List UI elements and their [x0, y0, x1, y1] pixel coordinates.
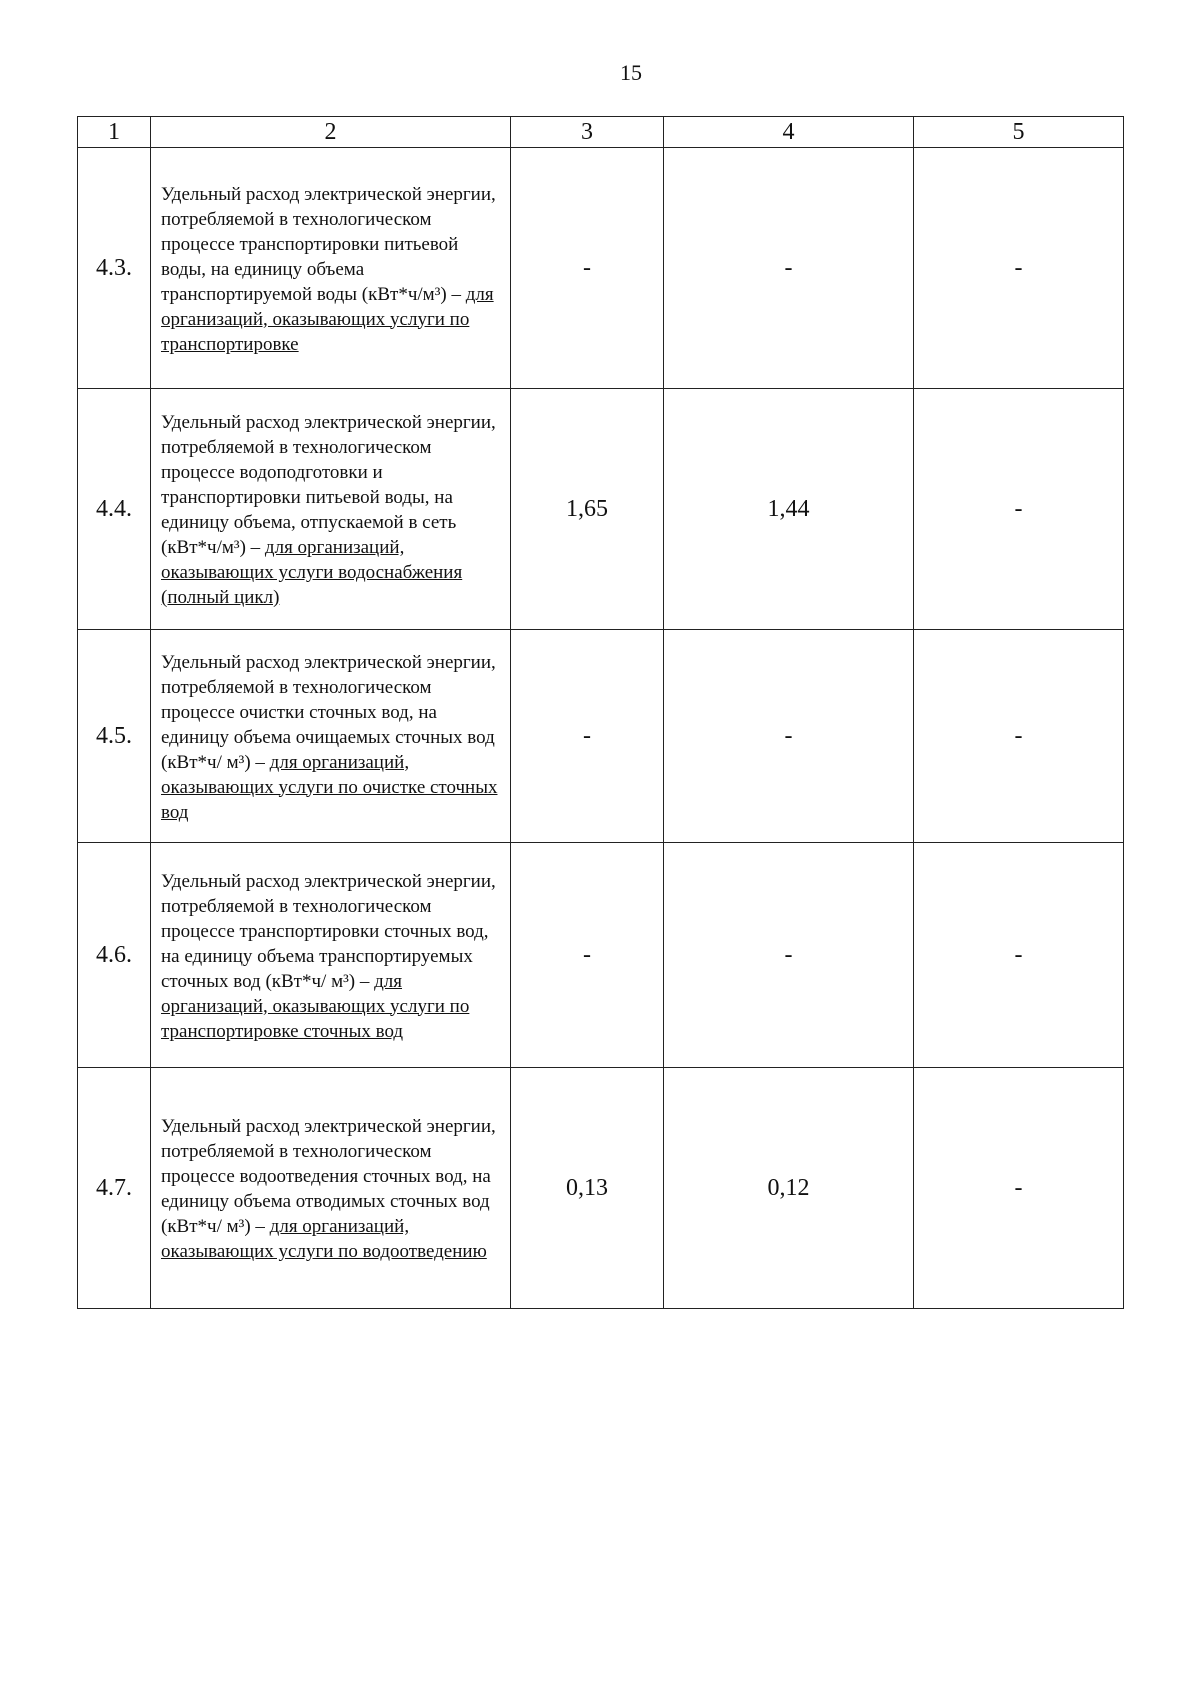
value-col-5: -: [914, 843, 1124, 1068]
value-col-5: -: [914, 1068, 1124, 1309]
value-col-3: -: [511, 148, 664, 389]
description-text: Удельный расход электрической энергии, потребляемой в технологическом процессе транспортировки питьевой воды, на единицу объема транспортируемой воды (кВт*ч/м³) –: [161, 183, 496, 305]
row-number: 4.3.: [78, 148, 151, 389]
header-cell-1: 1: [78, 117, 151, 148]
value-col-5: -: [914, 148, 1124, 389]
value-col-4: -: [664, 843, 914, 1068]
header-cell-5: 5: [914, 117, 1124, 148]
table-row: [78, 148, 1124, 389]
value-col-5: -: [914, 630, 1124, 843]
row-description: [151, 843, 511, 1068]
value-col-4: 1,44: [664, 389, 914, 630]
indicator-table: [77, 116, 1124, 1309]
table-row: [78, 843, 1124, 1068]
description-text: Удельный расход электрической энергии, потребляемой в технологическом процессе водоподготовки и транспортировки питьевой воды, на единицу объема, отпускаемой в сеть (кВт*ч/м³) –: [161, 412, 496, 558]
description-text: Удельный расход электрической энергии, потребляемой в технологическом процессе водоотведения сточных вод, на единицу объема отводимых сточных вод (кВт*ч/ м³) –: [161, 1116, 496, 1237]
table-row: [78, 630, 1124, 843]
description-text: Удельный расход электрической энергии, потребляемой в технологическом процессе очистки сточных вод, на единицу объема очищаемых сточных вод (кВт*ч/ м³) –: [161, 651, 496, 773]
row-number: 4.6.: [78, 843, 151, 1068]
description-underlined-text: для организаций, оказывающих услуги по очистке сточных вод: [161, 751, 498, 823]
description-underlined-text: для организаций, оказывающих услуги по транспортировке сточных вод: [161, 970, 470, 1042]
header-cell-3: 3: [511, 117, 664, 148]
page-number: 15: [620, 60, 642, 85]
value-col-4: 0,12: [664, 1068, 914, 1309]
header-cell-2: 2: [151, 117, 511, 148]
value-col-5: -: [914, 389, 1124, 630]
description-text: Удельный расход электрической энергии, потребляемой в технологическом процессе транспортировки сточных вод, на единицу объема транспортируемых сточных вод (кВт*ч/ м³) –: [161, 870, 496, 992]
value-col-3: 1,65: [511, 389, 664, 630]
row-description: [151, 389, 511, 630]
table-row: [78, 1068, 1124, 1309]
value-col-4: -: [664, 148, 914, 389]
description-underlined-text: для организаций, оказывающих услуги по транспортировке: [161, 283, 494, 355]
table-row: [78, 389, 1124, 630]
value-col-3: -: [511, 843, 664, 1068]
row-number: 4.7.: [78, 1068, 151, 1309]
row-description: [151, 148, 511, 389]
description-underlined-text: для организаций, оказывающих услуги по водоотведению: [161, 1216, 487, 1262]
row-number: 4.5.: [78, 630, 151, 843]
row-description: [151, 630, 511, 843]
description-underlined-text: для организаций, оказывающих услуги водоснабжения (полный цикл): [161, 537, 463, 608]
header-cell-4: 4: [664, 117, 914, 148]
row-number: 4.4.: [78, 389, 151, 630]
value-col-3: 0,13: [511, 1068, 664, 1309]
row-description: [151, 1068, 511, 1309]
value-col-3: -: [511, 630, 664, 843]
value-col-4: -: [664, 630, 914, 843]
header-row: [78, 117, 1124, 148]
